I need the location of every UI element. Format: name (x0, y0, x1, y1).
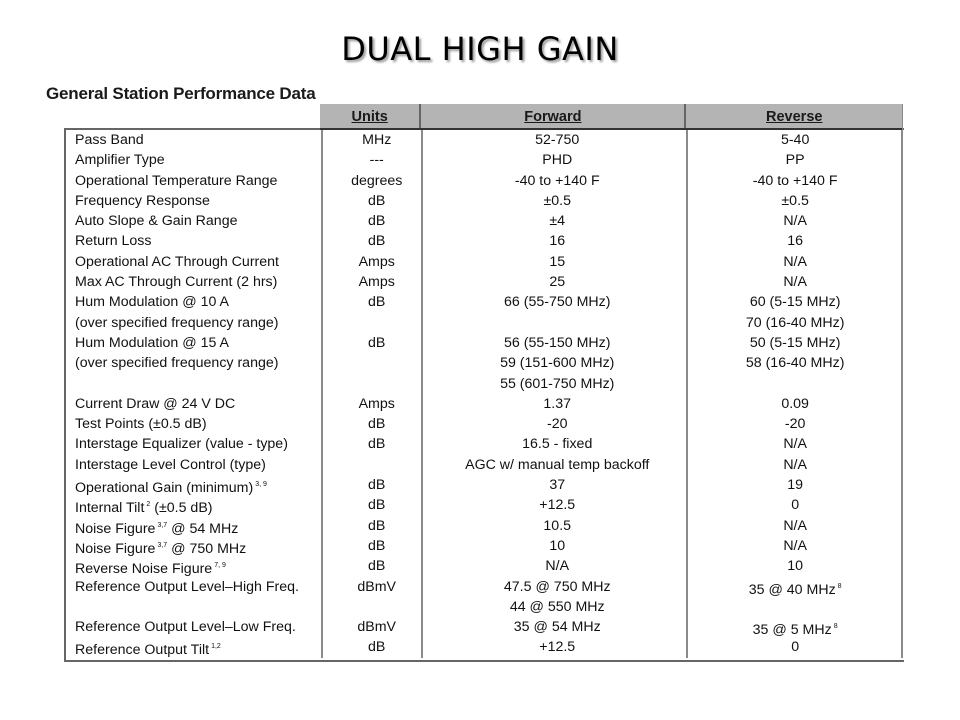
parameter-cell (66, 333, 327, 353)
reverse-value: N/A (783, 537, 807, 554)
table-row (66, 495, 902, 515)
forward-cell: 1.37 (543, 395, 572, 412)
parameter-cell (66, 191, 327, 211)
reverse-value: 50 (5-15 MHz) (749, 334, 841, 351)
section-heading: General Station Performance Data (46, 84, 316, 103)
footnote-ref: 2 (146, 501, 151, 509)
parameter-label: Interstage Level Control (type) (75, 456, 266, 473)
reverse-cell (688, 617, 902, 637)
table-header (320, 104, 902, 130)
parameter-label: Return Loss (75, 233, 152, 250)
parameter-label: Pass Band (75, 132, 144, 148)
reverse-value: 58 (16-40 MHz) (745, 355, 845, 372)
forward-cell: 15 (549, 253, 566, 270)
parameter-label: Reference Output Level–High Freq. (75, 578, 299, 595)
table-row (66, 516, 902, 536)
units-column-header: Units (320, 104, 421, 128)
table-row (66, 272, 902, 292)
units-cell: dB (368, 334, 386, 351)
parameter-label: Operational Gain (minimum) (75, 480, 254, 497)
reverse-value: -20 (784, 416, 806, 433)
forward-cell: 59 (151-600 MHz) (500, 355, 615, 372)
forward-cell: 66 (55-750 MHz) (504, 294, 611, 311)
reverse-value: 19 (787, 477, 804, 494)
table-row (66, 414, 902, 434)
parameter-label: Frequency Response (75, 192, 210, 209)
table-row (66, 374, 902, 394)
units-cell: dB (368, 436, 386, 453)
reverse-value: N/A (783, 213, 807, 230)
parameter-cell (66, 455, 327, 475)
reverse-cell (688, 455, 902, 475)
parameter-cell (66, 150, 327, 170)
reverse-cell (688, 374, 902, 394)
parameter-cell (66, 313, 327, 333)
reverse-cell (688, 597, 902, 617)
parameter-label: Auto Slope & Gain Range (75, 213, 238, 230)
parameter-cell (66, 617, 327, 637)
footnote-ref: 3,7 (157, 521, 168, 529)
reverse-cell (688, 556, 902, 576)
parameter-label: Hum Modulation @ 10 A (75, 294, 229, 311)
parameter-label-tail: @ 750 MHz (167, 540, 247, 557)
table-row (66, 292, 902, 312)
forward-cell: ±0.5 (543, 192, 571, 209)
reverse-cell (688, 516, 902, 536)
parameter-label: Max AC Through Current (2 hrs) (75, 274, 278, 291)
reverse-cell (688, 252, 902, 272)
parameter-label: (over specified frequency range) (75, 355, 279, 372)
units-cell: dB (368, 558, 386, 575)
forward-cell: PHD (542, 152, 573, 169)
parameter-label: Interstage Equalizer (value - type) (75, 436, 288, 453)
table-row (66, 252, 902, 272)
reverse-cell (688, 150, 902, 170)
units-cell: dBmV (357, 619, 397, 636)
forward-cell: 56 (55-150 MHz) (504, 334, 611, 351)
reverse-value: 0 (791, 639, 800, 656)
parameter-label: (over specified frequency range) (75, 314, 279, 331)
reverse-value: 0.09 (781, 395, 809, 412)
reverse-cell (688, 171, 902, 191)
parameter-label: Amplifier Type (75, 152, 165, 169)
forward-cell: AGC w/ manual temp backoff (465, 456, 650, 473)
footnote-ref: 3,7 (157, 541, 168, 549)
reverse-cell (688, 394, 902, 414)
table-row (66, 394, 902, 414)
reverse-cell (688, 495, 902, 515)
reverse-value: 35 @ 5 MHz (752, 622, 832, 639)
units-cell: Amps (358, 253, 395, 270)
reverse-value: 35 @ 40 MHz (748, 581, 836, 598)
forward-cell: 44 @ 550 MHz (509, 598, 605, 615)
parameter-label-tail: (±0.5 dB) (150, 500, 213, 517)
parameter-label: Noise Figure (75, 520, 156, 537)
parameter-cell (66, 374, 327, 394)
forward-cell: 37 (549, 477, 566, 494)
table-row (66, 150, 902, 170)
forward-cell: ±4 (549, 213, 566, 230)
units-cell: Amps (358, 274, 395, 291)
reverse-value: 5-40 (780, 132, 810, 148)
forward-cell: 10 (549, 537, 566, 554)
units-cell: degrees (351, 172, 403, 189)
table-row (66, 597, 902, 617)
table-row (66, 536, 902, 556)
forward-cell: +12.5 (539, 497, 576, 514)
forward-cell: 16 (549, 233, 566, 250)
forward-cell: 55 (601-750 MHz) (500, 375, 615, 392)
performance-table (66, 130, 902, 658)
parameter-label-tail: @ 54 MHz (167, 520, 239, 537)
footnote-ref: 7, 9 (214, 562, 226, 570)
parameter-cell (66, 536, 327, 556)
table-row (66, 475, 902, 495)
parameter-cell (66, 231, 327, 251)
reverse-value: N/A (783, 436, 807, 453)
reverse-cell (688, 475, 902, 495)
units-cell (327, 353, 426, 373)
units-cell (327, 597, 426, 617)
units-cell: dB (368, 233, 386, 250)
reverse-cell (688, 191, 902, 211)
units-cell: dB (368, 517, 386, 534)
units-cell: dB (368, 537, 386, 554)
units-cell: MHz (362, 132, 392, 148)
table-row (66, 130, 902, 150)
reverse-value: 10 (787, 558, 804, 575)
parameter-cell (66, 252, 327, 272)
table-row (66, 556, 902, 576)
reverse-value: 16 (787, 233, 804, 250)
table-row (66, 617, 902, 637)
footnote-ref: 8 (837, 582, 842, 590)
reverse-value: PP (785, 152, 805, 169)
table-row (66, 577, 902, 597)
table-row (66, 211, 902, 231)
units-cell: dB (368, 497, 386, 514)
forward-cell: N/A (545, 558, 570, 575)
reverse-cell (688, 414, 902, 434)
parameter-cell (66, 475, 327, 495)
parameter-cell (66, 597, 327, 617)
parameter-label: Current Draw @ 24 V DC (75, 395, 236, 412)
units-cell: dB (368, 639, 386, 656)
table-row (66, 191, 902, 211)
units-cell: --- (369, 152, 384, 169)
reverse-value: 70 (16-40 MHz) (745, 314, 845, 331)
forward-cell (426, 313, 688, 333)
units-cell: Amps (358, 395, 395, 412)
units-cell: dB (368, 192, 386, 209)
forward-cell: 16.5 - fixed (522, 436, 593, 453)
reverse-cell (688, 577, 902, 597)
parameter-label: Test Points (±0.5 dB) (75, 416, 207, 433)
footnote-ref: 1,2 (211, 643, 221, 651)
parameter-cell (66, 211, 327, 231)
parameter-cell (66, 130, 327, 150)
parameter-cell (66, 414, 327, 434)
forward-cell: 52-750 (535, 132, 580, 148)
footnote-ref: 8 (833, 623, 838, 631)
table-row (66, 353, 902, 373)
reverse-value: N/A (783, 517, 807, 534)
reverse-value: N/A (783, 253, 807, 270)
units-cell: dB (368, 477, 386, 494)
units-cell (327, 374, 426, 394)
table-row (66, 313, 902, 333)
units-cell (327, 313, 426, 333)
reverse-cell (688, 313, 902, 333)
parameter-label: Noise Figure (75, 540, 156, 557)
parameter-cell (66, 272, 327, 292)
reverse-value: ±0.5 (781, 192, 809, 209)
reverse-value: -40 to +140 F (752, 172, 838, 189)
forward-column-header: Forward (421, 104, 686, 128)
parameter-label: Operational Temperature Range (75, 172, 278, 189)
table-row (66, 434, 902, 454)
reverse-column-header: Reverse (766, 109, 823, 125)
parameter-cell (66, 292, 327, 312)
reverse-cell (688, 231, 902, 251)
units-cell: dB (368, 294, 386, 311)
footnote-ref: 3, 9 (255, 481, 267, 489)
forward-cell: +12.5 (539, 639, 576, 656)
parameter-cell (66, 516, 327, 536)
forward-cell: 35 @ 54 MHz (513, 619, 601, 636)
table-row (66, 333, 902, 353)
parameter-cell (66, 637, 327, 657)
reverse-cell (688, 292, 902, 312)
reverse-cell (688, 211, 902, 231)
table-row (66, 171, 902, 191)
reverse-value: N/A (783, 456, 807, 473)
parameter-label: Internal Tilt (75, 500, 145, 517)
forward-cell: 25 (549, 274, 566, 291)
reverse-cell (688, 637, 902, 657)
parameter-label: Reference Output Level–Low Freq. (75, 619, 296, 636)
forward-cell: -20 (546, 416, 568, 433)
parameter-cell (66, 556, 327, 576)
table-row (66, 231, 902, 251)
reverse-cell (688, 130, 902, 150)
forward-cell: 47.5 @ 750 MHz (503, 578, 611, 595)
table-row (66, 455, 902, 475)
slide-title: DUAL HIGH GAIN (341, 30, 619, 68)
parameter-cell (66, 171, 327, 191)
units-cell: dB (368, 416, 386, 433)
reverse-value: N/A (783, 274, 807, 291)
parameter-cell (66, 353, 327, 373)
units-cell (327, 455, 426, 475)
table-row (66, 637, 902, 657)
parameter-cell (66, 495, 327, 515)
reverse-cell (688, 536, 902, 556)
reverse-cell (688, 434, 902, 454)
parameter-cell (66, 434, 327, 454)
parameter-label: Operational AC Through Current (75, 253, 279, 270)
units-cell: dBmV (357, 578, 397, 595)
parameter-cell (66, 577, 327, 597)
parameter-cell (66, 394, 327, 414)
forward-cell: -40 to +140 F (514, 172, 600, 189)
reverse-cell (688, 272, 902, 292)
parameter-label: Reference Output Tilt (75, 642, 210, 659)
parameter-label: Reverse Noise Figure (75, 561, 213, 578)
reverse-cell (688, 333, 902, 353)
parameter-label: Hum Modulation @ 15 A (75, 334, 229, 351)
reverse-value: 60 (5-15 MHz) (749, 294, 841, 311)
reverse-cell (688, 353, 902, 373)
reverse-value: 0 (791, 497, 800, 514)
forward-cell: 10.5 (543, 517, 572, 534)
units-cell: dB (368, 213, 386, 230)
